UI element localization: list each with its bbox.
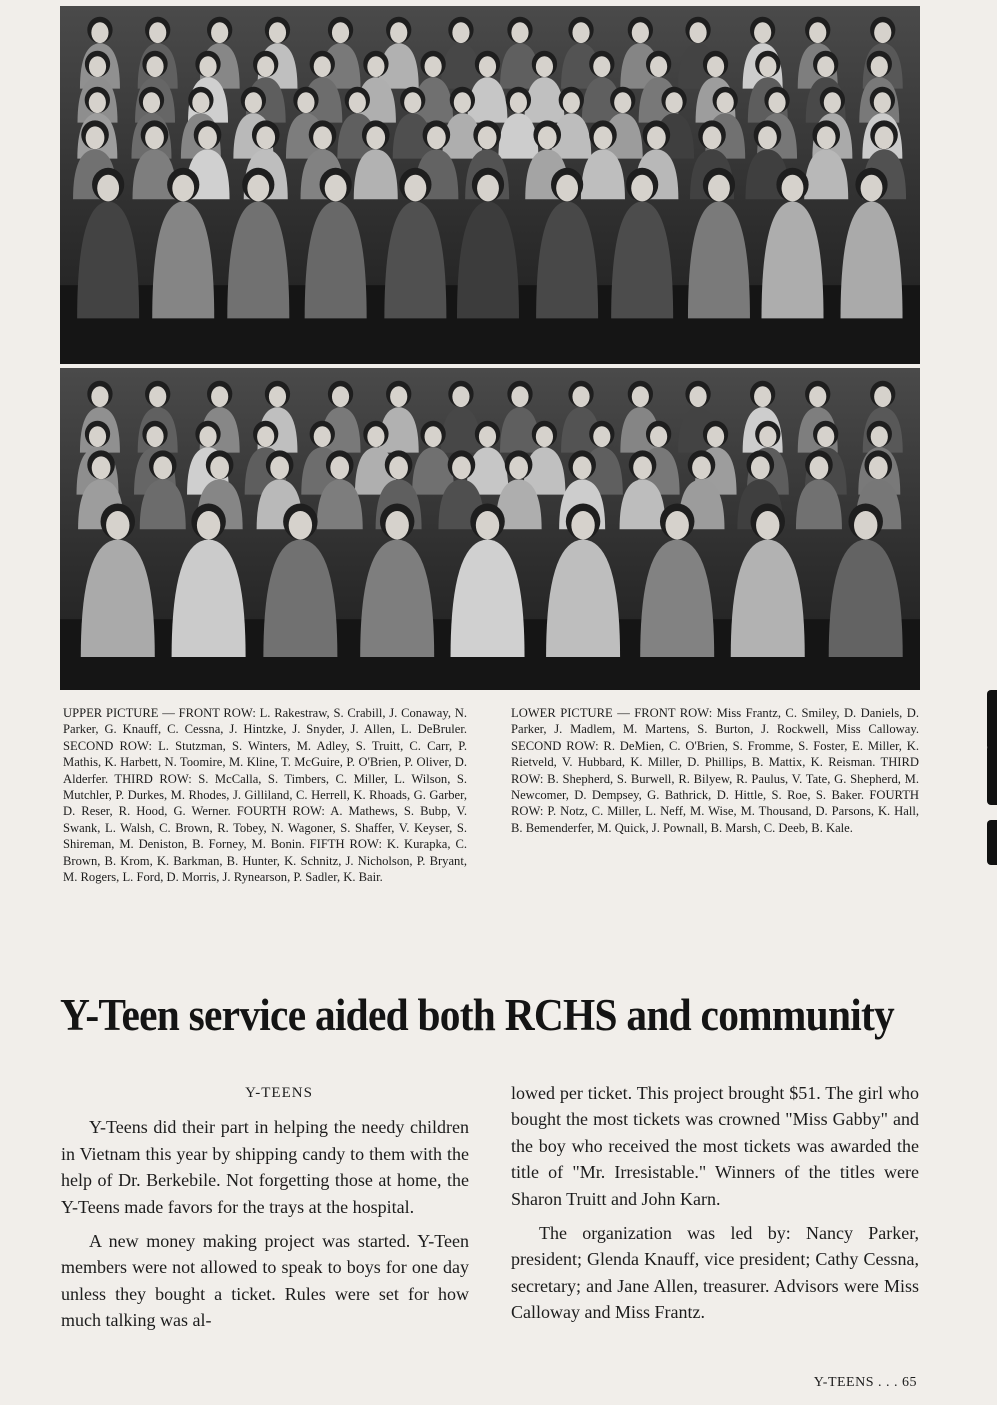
article-paragraph: The organization was led by: Nancy Parker, president; Glenda Knauff, vice president; Cathy Cessna, secretary; and Jane Allen, treasurer. Advisors were Miss Calloway and Miss Frantz. bbox=[511, 1223, 919, 1323]
article-paragraph: A new money making project was started. Y-Teen members were not allowed to speak to boys for one day unless they bought a ticket. Rules were set for how much talking was al- bbox=[61, 1231, 469, 1331]
person-figure bbox=[500, 381, 540, 453]
person-figure bbox=[500, 17, 540, 89]
person-figure bbox=[441, 17, 481, 89]
person-figure bbox=[360, 504, 434, 658]
person-figure bbox=[379, 17, 419, 89]
article-paragraph: Y-Teens did their part in helping the needy children in Vietnam this year by shipping candy to them with the help of Dr. Berkebile. Not forgetting those at home, the Y-Teens made favors for the trays at the hospital. bbox=[61, 1117, 469, 1217]
upper-group-photo bbox=[60, 6, 920, 364]
section-heading: Y-TEENS bbox=[245, 1085, 313, 1101]
binding-tab bbox=[987, 690, 997, 750]
lower-picture-caption: LOWER PICTURE — FRONT ROW: Miss Frantz, C. Smiley, D. Daniels, D. Parker, J. Madlem, M. Martens, S. Burton, J. Rockwell, Miss Calloway. SECOND ROW: R. DeMien, C. O'Brien, S. Fromme, S. Foster, E. Miller, K. Rietveld, V. Hubbard, K. Miller, D. Phillips, B. Mattix, K. Reisman. THIRD ROW: B. Shepherd, S. Burwell, R. Bilyew, R. Paulus, V. Tate, G. Shepherd, M. Newcomer, D. Dempsey, G. Bathrick, D. Hittle, S. Roe, S. Baker. FOURTH ROW: P. Notz, C. Miller, L. Neff, M. Wise, M. Thousand, D. Parsons, K. Hall, B. Bemenderfer, M. Quick, J. Pownall, B. Marsh, C. Deeb, B. Kale. bbox=[511, 706, 919, 835]
upper-picture-caption: UPPER PICTURE — FRONT ROW: L. Rakestraw, S. Crabill, J. Conaway, N. Parker, G. Knauff, C. Cessna, J. Hintzke, J. Snyder, J. Allen, L. DeBruler. SECOND ROW: L. Stutzman, S. Winters, M. Adley, S. Truitt, C. Carr, P. Mathis, K. Harbett, N. Toomire, M. Kline, T. McGuire, P. O'Brien, P. Oliver, D. Alderfer. THIRD ROW: S. McCalla, S. Timbers, C. Miller, L. Wilson, S. Mutchler, P. Durkes, M. Rhodes, J. Gilliland, C. Herrell, K. Rhoads, G. Garber, D. Reser, R. Hood, G. Werner. FOURTH ROW: A. Mathews, S. Bubp, V. Swank, L. Walsh, C. Brown, R. Tobey, N. Wagoner, S. Shaffer, V. Keyser, S. Shireman, M. Deniston, B. Forney, M. Bonin. FIFTH ROW: K. Kurapka, C. Brown, B. Krom, K. Barkman, B. Hunter, K. Schnitz, J. Nicholson, P. Bryant, M. Rogers, L. Ford, D. Morris, J. Rynearson, P. Sadler, K. Bair. bbox=[63, 706, 467, 885]
article-paragraph: lowed per ticket. This project brought $51. The girl who bought the most tickets was crowned "Miss Gabby" and the boy who received the most tickets was awarded the title of "Mr. Irresistable." Winners of the titles were Sharon Truitt and John Karn. bbox=[511, 1083, 919, 1209]
person-figure bbox=[441, 381, 481, 453]
article-headline: Y-Teen service aided both RCHS and community bbox=[60, 990, 895, 1040]
page-folio: Y-TEENS . . . 65 bbox=[813, 1375, 917, 1390]
binding-tab bbox=[987, 820, 997, 865]
person-figure bbox=[561, 17, 601, 89]
article-column-2 bbox=[511, 1080, 919, 1334]
person-figure bbox=[546, 504, 620, 658]
lower-group-photo bbox=[60, 368, 920, 690]
article-column-1 bbox=[61, 1080, 469, 1342]
binding-tab bbox=[987, 745, 997, 805]
